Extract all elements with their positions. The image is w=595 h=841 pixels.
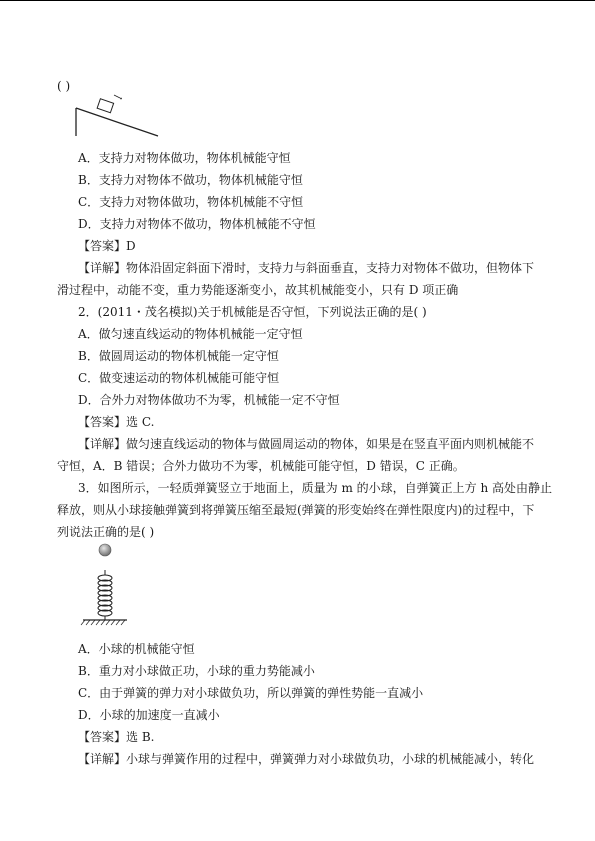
q1-answer: 【答案】D xyxy=(78,239,136,253)
q3-answer: 【答案】选 B. xyxy=(78,730,155,744)
spring-icon xyxy=(98,570,112,620)
q3-stem-line3: 列说法正确的是( ) xyxy=(57,525,155,539)
q3-stem-line1: 3．如图所示，一轻质弹簧竖立于地面上，质量为 m 的小球，自弹簧正上方 h 高处由静止 xyxy=(78,481,553,495)
incline-figure xyxy=(70,92,170,142)
q3-option-c: C．由于弹簧的弹力对小球做负功，所以弹簧的弹性势能一直减小 xyxy=(78,686,424,700)
ball-icon xyxy=(99,544,111,556)
q2-option-a: A．做匀速直线运动的物体机械能一定守恒 xyxy=(78,327,303,341)
q1-answer-paren: ( ) xyxy=(57,79,71,93)
q2-option-c: C．做变速运动的物体机械能可能守恒 xyxy=(78,371,280,385)
q3-option-b: B．重力对小球做正功，小球的重力势能减小 xyxy=(78,664,315,678)
q1-option-b: B．支持力对物体不做功，物体机械能守恒 xyxy=(78,173,303,187)
q2-explain-line2: 守恒，A．B 错误；合外力做功不为零，机械能可能守恒，D 错误，C 正确。 xyxy=(57,459,465,473)
q2-option-d: D．合外力对物体做功不为零，机械能一定不守恒 xyxy=(78,393,340,407)
q3-explain-line1: 【详解】小球与弹簧作用的过程中，弹簧弹力对小球做负功，小球的机械能减小，转化 xyxy=(78,752,535,766)
q2-option-b: B．做圆周运动的物体机械能一定守恒 xyxy=(78,349,279,363)
q1-option-d: D．支持力对物体不做功，物体机械能不守恒 xyxy=(78,217,316,231)
ground-hatch xyxy=(81,620,125,625)
q3-stem-line2: 释放，则从小球接触弹簧到将弹簧压缩至最短(弹簧的形变始终在弹性限度内)的过程中，下 xyxy=(57,503,535,517)
q1-explain-line1: 【详解】物体沿固定斜面下滑时，支持力与斜面垂直，支持力对物体不做功，但物体下 xyxy=(78,261,535,275)
q1-explain-line2: 滑过程中，动能不变，重力势能逐渐变小，故其机械能变小，只有 D 项正确 xyxy=(57,283,459,297)
q2-explain-line1: 【详解】做匀速直线运动的物体与做圆周运动的物体，如果是在竖直平面内则机械能不 xyxy=(78,437,535,451)
q2-stem: 2．(2011・茂名模拟)关于机械能是否守恒，下列说法正确的是( ) xyxy=(78,305,427,319)
q1-option-c: C．支持力对物体做功，物体机械能不守恒 xyxy=(78,195,304,209)
q1-option-a: A．支持力对物体做功，物体机械能守恒 xyxy=(78,151,291,165)
q3-option-a: A．小球的机械能守恒 xyxy=(78,642,195,656)
spring-ball-figure xyxy=(80,540,130,630)
page-top-rule xyxy=(0,0,595,1)
q3-option-d: D．小球的加速度一直减小 xyxy=(78,708,220,722)
q2-answer: 【答案】选 C. xyxy=(78,415,155,429)
